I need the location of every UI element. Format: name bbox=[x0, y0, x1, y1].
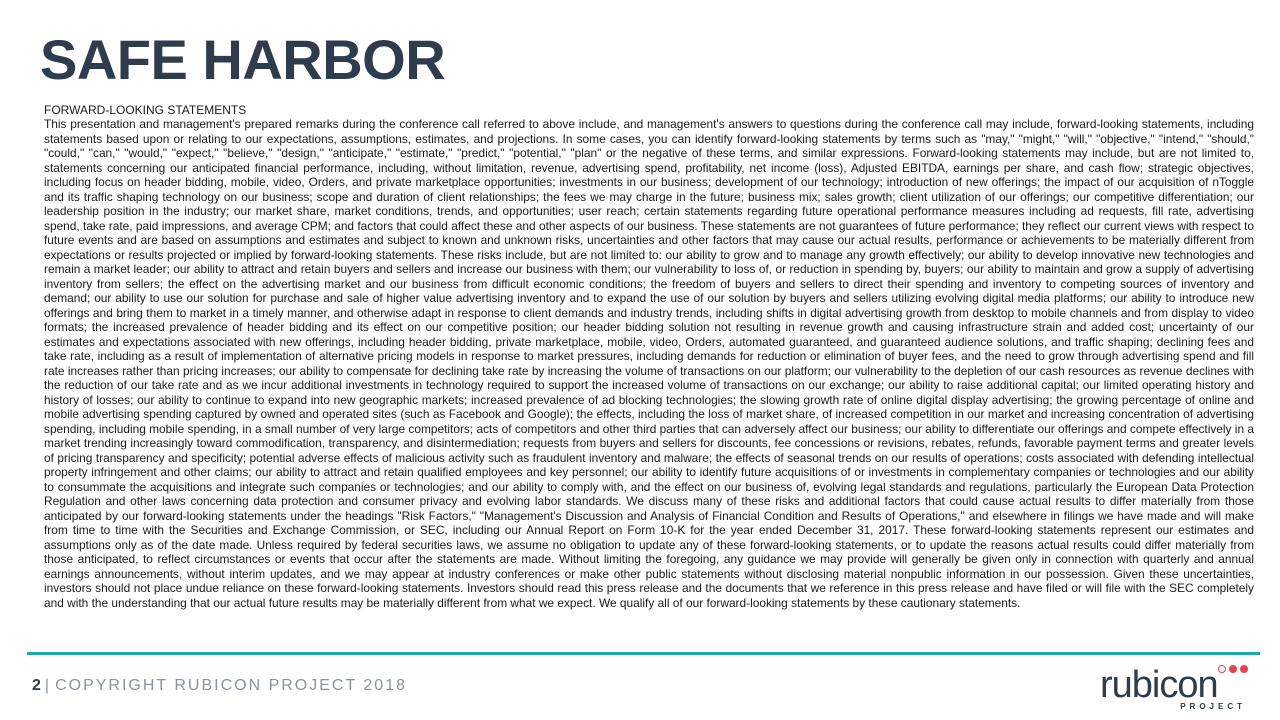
section-heading: FORWARD-LOOKING STATEMENTS bbox=[44, 103, 247, 117]
logo-dot-icon bbox=[1218, 665, 1226, 673]
divider-rule bbox=[27, 652, 1260, 655]
logo-dot-icon bbox=[1240, 665, 1248, 673]
logo-dot-icon bbox=[1229, 665, 1237, 673]
footer bbox=[32, 676, 407, 696]
logo-tagline: PROJECT bbox=[1180, 702, 1246, 711]
logo-wordmark: rubicon bbox=[1100, 664, 1218, 706]
slide-title: SAFE HARBOR bbox=[40, 28, 446, 91]
copyright-text: COPYRIGHT RUBICON PROJECT 2018 bbox=[55, 677, 407, 694]
logo-dots bbox=[1215, 660, 1248, 678]
page-number: 2 bbox=[32, 677, 41, 694]
rubicon-logo bbox=[1100, 660, 1250, 715]
footer-separator: | bbox=[44, 677, 52, 694]
disclaimer-body: This presentation and management's prepared remarks during the conference call referred to above include, and management's answers to questions during the conference call may include, forward-looking statements, including statements based upon or relating to our expectations, assumptions, estimates, and projections. In some cases, you can identify forward-looking statements by terms such as "may," "might," "will," "objective," "intend," "should," "could," "can," "would," "expect," "believe," "design," "anticipate," "estimate," "predict," "potential," "plan" or the negative of these terms, and similar expressions. Forward-looking statements may include, but are not limited to, statements concerning our anticipated financial performance, including, without limitation, revenue, advertising spend, profitability, net income (loss), Adjusted EBITDA, earnings per share, and cash flow; strategic objectives, including focus on header bidding, mobile, video, Orders, and private marketplace opportunities; investments in our business; development of our technology; introduction of new offerings; the impact of our acquisition of nToggle and its traffic shaping technology on our business; scope and duration of client relationships; the fees we may charge in the future; business mix; sales growth; client utilization of our offerings; our competitive differentiation; our leadership position in the industry; our market share, market conditions, trends, and opportunities; user reach; certain statements regarding future operational performance measures including ad requests, fill rate, advertising spend, take rate, paid impressions, and average CPM; and factors that could affect these and other aspects of our business. These statements are not guarantees of future performance; they reflect our current views with respect to future events and are based on assumptions and estimates and subject to known and unknown risks, uncertainties and other factors that may cause our actual results, performance or achievements to be materially different from expectations or results projected or implied by forward-looking statements. These risks include, but are not limited to: our ability to grow and to manage any growth effectively; our ability to develop innovative new technologies and remain a market leader; our ability to attract and retain buyers and sellers and increase our business with them; our vulnerability to loss of, or reduction in spending by, buyers; our ability to maintain and grow a supply of advertising inventory from sellers; the effect on the advertising market and our business from difficult economic conditions; the freedom of buyers and sellers to direct their spending and inventory to competing sources of inventory and demand; our ability to use our solution for purchase and sale of higher value advertising inventory and to expand the use of our solution by buyers and sellers utilizing evolving digital media platforms; our ability to introduce new offerings and bring them to market in a timely manner, and otherwise adapt in response to client demands and industry trends, including shifts in digital advertising growth from desktop to mobile channels and from display to video formats; the increased prevalence of header bidding and its effect on our competitive position; our header bidding solution not resulting in revenue growth and causing infrastructure strain and added cost; uncertainty of our estimates and expectations associated with new offerings, including header bidding, private marketplace, mobile, video, Orders, automated guaranteed, and guaranteed audience solutions, and traffic shaping; declining fees and take rate, including as a result of implementation of alternative pricing models in response to market pressures, including demands for reduction or elimination of buyer fees, and the need to grow through advertising spend and fill rate increases rather than pricing increases; our ability to compensate for declining take rate by increasing the volume of transactions on our platform; our vulnerability to the depletion of our cash resources as revenue declines with the reduction of our take rate and as we incur additional investments in technology required to support the increased volume of transactions on our exchange; our ability to raise additional capital; our limited operating history and history of losses; our ability to continue to expand into new geographic markets; increased prevalence of ad blocking technologies; the slowing growth rate of online digital display advertising; the growing percentage of online and mobile advertising spending captured by owned and operated sites (such as Facebook and Google); the effects, including the loss of market share, of increased competition in our market and increasing concentration of advertising spending, including mobile spending, in a small number of very large competitors; acts of competitors and other third parties that can adversely affect our business; our ability to differentiate our offerings and compete effectively in a market trending increasingly toward commodification, transparency, and disintermediation; requests from buyers and sellers for discounts, fee concessions or revisions, rebates, refunds, favorable payment terms and greater levels of pricing transparency and specificity; potential adverse effects of malicious activity such as fraudulent inventory and malware; the effects of seasonal trends on our results of operations; costs associated with defending intellectual property infringement and other claims; our ability to attract and retain qualified employees and key personnel; our ability to identify future acquisitions of or investments in complementary companies or technologies and our ability to consummate the acquisitions and integrate such companies or technologies; and our ability to comply with, and the effect on our business of, evolving legal standards and regulations, particularly the European Data Protection Regulation and other laws concerning data protection and consumer privacy and evolving labor standards. We discuss many of these risks and additional factors that could cause actual results to differ materially from those anticipated by our forward-looking statements under the headings "Risk Factors," "Management's Discussion and Analysis of Financial Condition and Results of Operations," and elsewhere in filings we have made and will make from time to time with the Securities and Exchange Commission, or SEC, including our Annual Report on Form 10-K for the year ended December 31, 2017. These forward-looking statements represent our estimates and assumptions only as of the date made. Unless required by federal securities laws, we assume no obligation to update any of these forward-looking statements, or to update the reasons actual results could differ materially from those anticipated, to reflect circumstances or events that occur after the statements are made. Without limiting the foregoing, any guidance we may provide will generally be given only in connection with quarterly and annual earnings announcements, without interim updates, and we may appear at industry conferences or make other public statements without disclosing material nonpublic information in our possession. Given these uncertainties, investors should not place undue reliance on these forward-looking statements. Investors should read this press release and the documents that we reference in this press release and have filed or will file with the SEC completely and with the understanding that our actual future results may be materially different from what we expect. We qualify all of our forward-looking statements by these cautionary statements. bbox=[44, 117, 1254, 610]
